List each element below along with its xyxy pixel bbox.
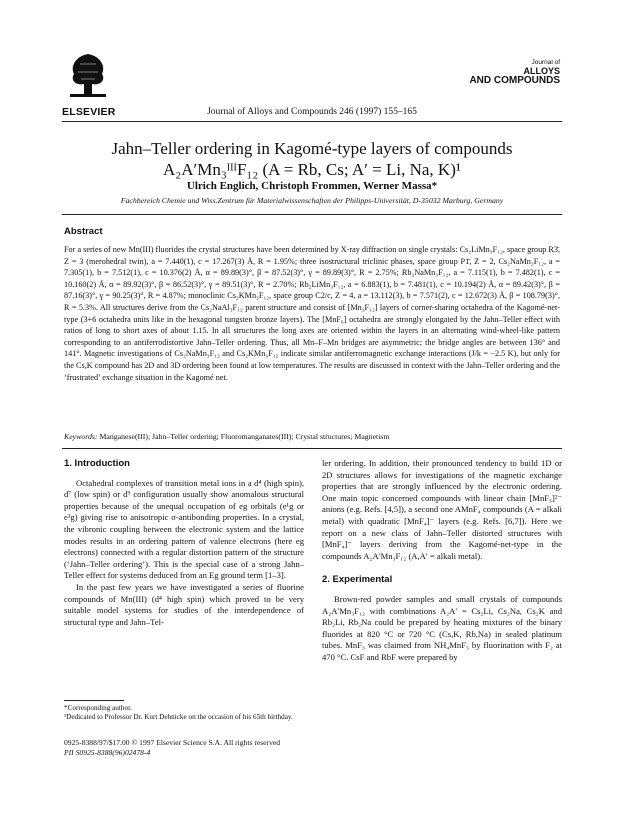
section-2-heading: 2. Experimental xyxy=(322,574,393,586)
footnote-dedication: ¹Dedicated to Professor Dr. Kurt Dehnicke on the occasion of his 65th birthday. xyxy=(64,713,293,721)
abstract-heading: Abstract xyxy=(64,226,103,237)
copyright-footer xyxy=(64,738,280,758)
footnotes xyxy=(64,704,304,722)
affiliation: Fachbereich Chemie und Wiss.Zentrum für Materialwissenschaften der Philipps-Universität, D-35032 Marburg, Germany xyxy=(120,196,504,205)
footnote-corresponding: *Corresponding author. xyxy=(64,704,132,712)
journal-line-2: ALLOYS xyxy=(523,66,560,76)
keywords-list: Manganese(III); Jahn–Teller ordering; Fluoromanganates(III); Crystal structures; Magnetism xyxy=(99,432,390,441)
right-column xyxy=(322,458,562,664)
title-divider xyxy=(62,214,562,215)
publisher-name: ELSEVIER xyxy=(62,106,116,118)
section-1-continuation: ler ordering. In addition, their pronounced tendency to build 1D or 2D structures allows for investigations of the magnetic exchange properties that are strongly influenced by the electronic ordering. One main topic concerned compounds with linear chain [MnF₅]²⁻ anions (e.g. Refs. [4,5]), a second one AMnF₄ compounds (A = alkali metal) with quadratic [MnF₄]⁻ layers (e.g. Refs. [6,7]). Here we report on a new class of Jahn–Teller distorted structures with [MnF₄]⁻ layers deriving from the Kagomé-net-type in the compounds A₂A′Mn₃F₁₂ (A,A′ = alkali metal). xyxy=(322,458,562,561)
left-column xyxy=(64,458,304,628)
section-1-paragraph-2: In the past few years we have investigated a series of fluorine compounds of Mn(III) (d⁴ high spin) which proved to be very suitable model systems for studies of the interdependence of structural type and Jahn–Tel- xyxy=(64,581,304,627)
footnote-divider xyxy=(64,700,124,701)
author-list: Ulrich Englich, Christoph Frommen, Werner Massa* xyxy=(186,180,438,192)
title-line-1: Jahn–Teller ordering in Kagomé-type layers of compounds xyxy=(111,139,513,158)
journal-line-1: Journal of xyxy=(531,59,560,66)
journal-line-3: AND COMPOUNDS xyxy=(469,75,560,86)
journal-logo-text xyxy=(469,58,560,85)
article-title xyxy=(0,138,624,180)
section-1-paragraph-1: Octahedral complexes of transition metal ions in a d⁴ (high spin), d⁷ (low spin) or d⁹ configuration usually show anomalous structural properties because of the unequal occupation of eg orbitals (e¹g or e³g) giving rise to anisotropic σ-antibonding properties. In a crystal, the vibronic coupling between the electronic system and the lattice modes results in an ordering pattern of valence electrons (here eg electrons) connected with a regular distortion pattern of the structure (‘Jahn–Teller ordering’). This is the special case of a strong Jahn–Teller effect for systems deduced from an Eg ground term [1–3]. xyxy=(64,477,304,581)
journal-citation: Journal of Alloys and Compounds 246 (1997) 155–165 xyxy=(207,107,417,117)
abstract-text: For a series of new Mn(III) fluorides the crystal structures have been determined by X-ray diffraction on single crystals: Cs₂LiMn₃F₁₂, space group R3̄, Z = 3 (merohedral twin), a = 7.440(1), c = 17.267(3) Å, R = 1.95%; three isostructural triclinic phases, space group P1̄, Z = 2, Cs₂NaMn₃F₁₂, a = 7.305(1), b = 7.512(1), c = 10.376(2) Å, α = 89.89(3)°, β = 87.52(3)°, γ = 89.89(3)°, R = 2.75%; Rb₂NaMn₃F₁₂, a = 7.115(1), b = 7.482(1), c = 10.160(2) Å, α = 89.92(3)°, β = 86.52(3)°, γ = 89.51(3)°, R = 2.70%; Rb₂LiMn₃F₁₂, a = 6.883(1), b = 7.481(1), c = 10.194(2) Å, α = 89.42(3)°, β = 87.16(3)°, γ = 90.25(3)°, R = 4.87%; monoclinic Cs₂KMn₃F₁₂, space group C2/c, Z = 4, a = 13.112(3), b = 7.571(2), c = 12.672(3) Å, β = 108.79(3)°, R = 5.3%. All structures derive from the Cs₂NaAl₃F₁₂ parent structure and consist of [Mn₃F₁₂] layers of corner-sharing octahedra of the Kagomé-net-type (3+6 octahedra units like in the hexagonal tungsten bronze layers). The [MnF₆] octahedra are strongly elongated by the Jahn–Teller effect with ratios of long to short axes of about 1.15. In all structures the long axes are oriented within the layers in an alternating wind-wheel-like pattern corresponding to an antiferrodistortive Jahn–Teller ordering. Thus, all Mn–F–Mn bridges are asymmetric; the bridge angles are between 136° and 141°. Magnetic investigations of Cs₂NaMn₃F₁₂ and Cs₂KMn₃F₁₂ indicate similar antiferromagnetic exchange interactions (J/k = −2.5 K), but only for the Cs,K compound has 2D and 3D ordering been found at low temperatures. The results are discussed in context with the Jahn–Teller ordering and the ‘frustrated’ exchange situation in the Kagomé net. xyxy=(64,245,560,382)
section-1-heading: 1. Introduction xyxy=(64,458,130,469)
keywords-label: Keywords: xyxy=(64,432,98,441)
section-2-paragraph-1: Brown-red powder samples and small crystals of compounds A₂A′Mn₃F₁₂ with combinations A₂A′ = Cs₂Li, Cs₂Na, Cs₂K and Rb₂Li, Rb₂Na could be prepared by heating mixtures of the binary fluorides at 820 °C or 720 °C (Cs,K, Rb,Na) in sealed platinum tubes. MnF₃ was claimed from NH₄MnF₅ by fluorination with F₂ at 470 °C. CsF and RbF were prepared by xyxy=(322,593,562,662)
pii-line: PII S0925-8388(96)02478-4 xyxy=(64,748,151,757)
copyright-line: 0925-8388/97/$17.00 © 1997 Elsevier Science S.A. All rights reserved xyxy=(64,738,281,747)
keywords-line xyxy=(64,432,560,441)
elsevier-tree-logo xyxy=(66,50,110,100)
header-divider xyxy=(62,121,562,122)
abstract-divider xyxy=(62,448,562,449)
title-line-2: A₂A′Mn₃ᴵᴵᴵF₁₂ (A = Rb, Cs; A′ = Li, Na, K)¹ xyxy=(163,160,461,179)
